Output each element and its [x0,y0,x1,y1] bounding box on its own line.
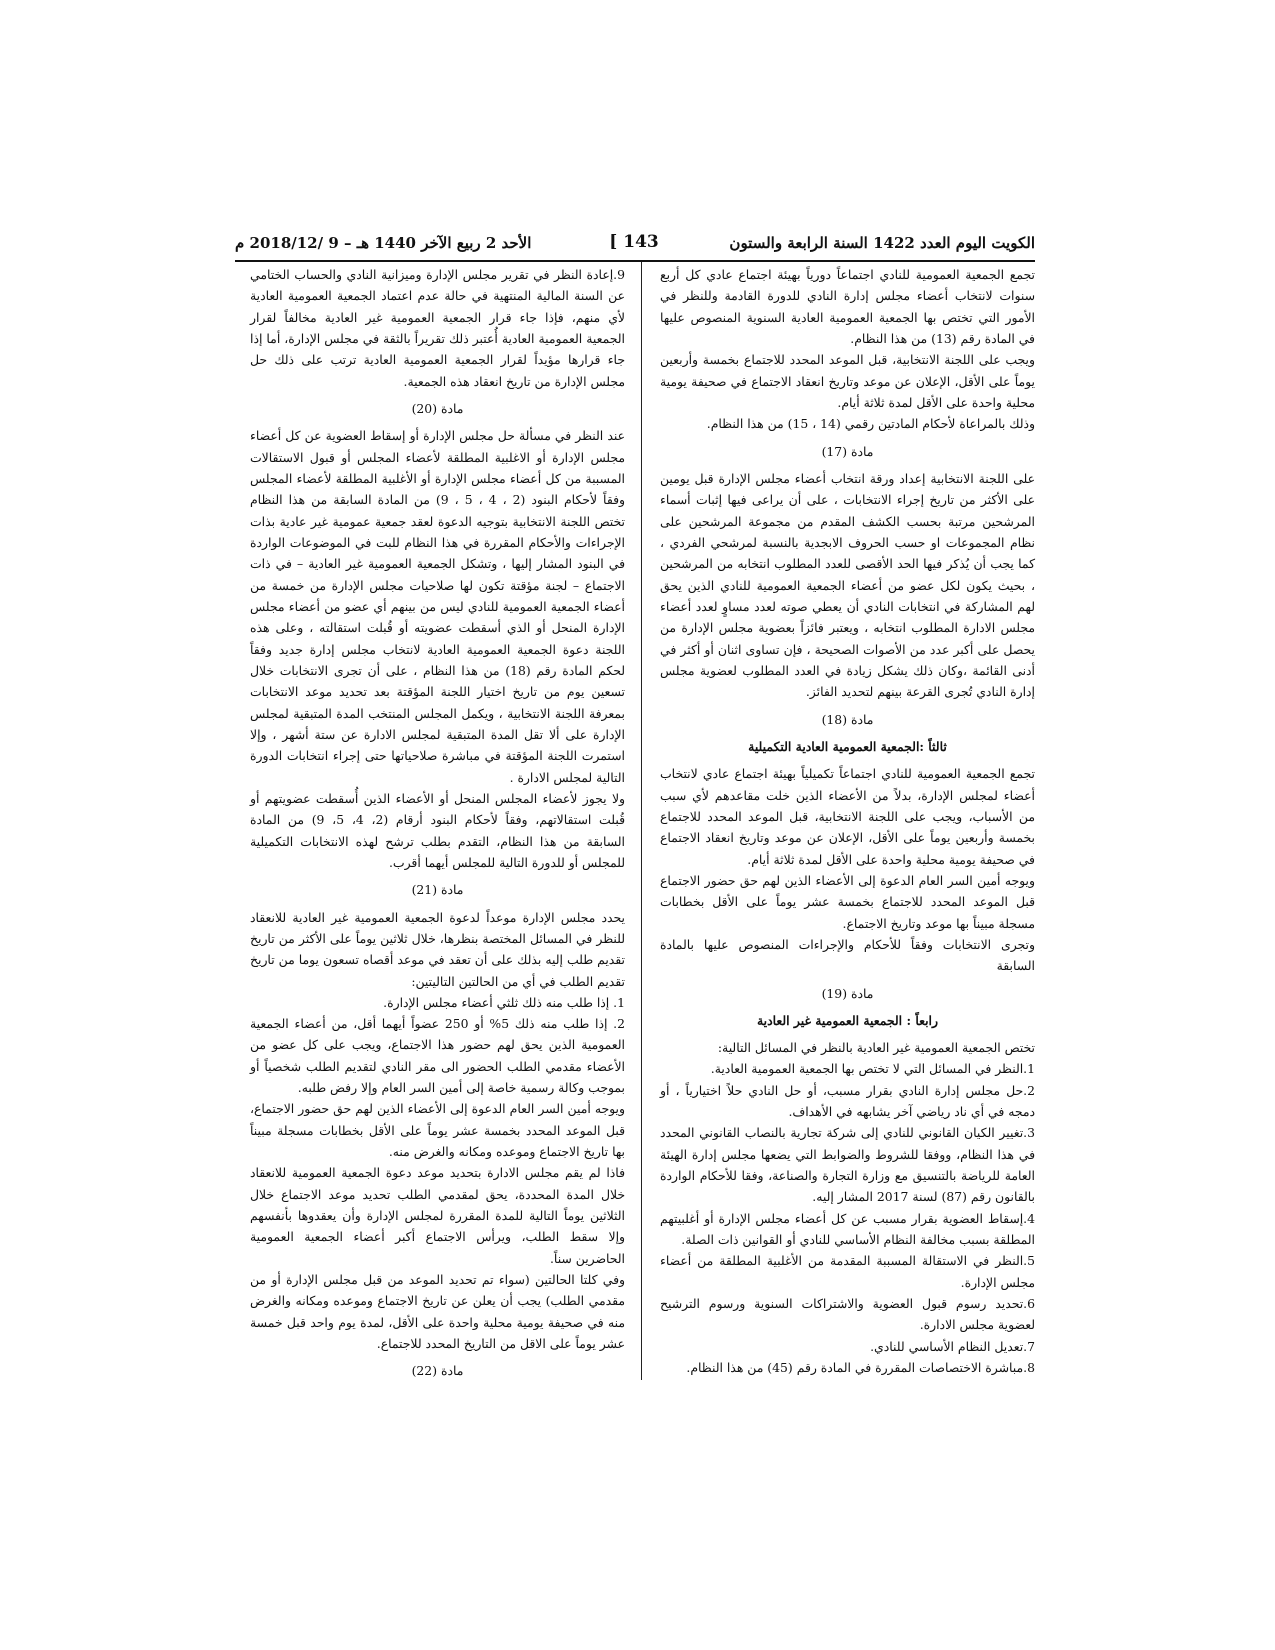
column-divider [641,262,642,1380]
header-date: الأحد 2 ربيع الآخر 1440 هـ – 9 /2018/12 م [235,234,532,252]
right-column [660,264,1035,1378]
paragraph: وفي كلتا الحالتين (سواء تم تحديد الموعد من قبل مجلس الإدارة أو من مقدمي الطلب) يجب أن يعلن عن تاريخ الاجتماع وموعده ومكانه والغرض منه في صحيفة يومية محلية واحدة على الأقل، لمدة يوم واحد قبل خمسة عشر يوماً على الاقل من التاريخ المحدد للاجتماع. [250,1272,625,1352]
list-item: 2.حل مجلس إدارة النادي بقرار مسبب، أو حل النادي حلاً اختيارياً ، أو دمجه في أي ناد رياضي آخر يشابهه في الأهداف. [660,1082,1035,1120]
list-item: 5.النظر في الاستقالة المسببة المقدمة من الأغلبية المطلقة من أعضاء مجلس الإدارة. [660,1253,1035,1290]
paragraph: فاذا لم يقم مجلس الادارة بتحديد موعد دعوة الجمعية العمومية للانعقاد خلال المدة المحددة، يحق لمقدمي الطلب تحديد موعد الاجتماع خلال الثلاثين يوماً التالية للمدة المقررة لمجلس الإدارة وأن يعقدوها بأنفسهم وإلا سقط الطلب، ويرأس الاجتماع أكبر أعضاء الجمعية العمومية الحاضرين سناً. [250,1165,625,1266]
paragraph: ويجب على اللجنة الانتخابية، قبل الموعد المحدد للاجتماع بخمسة وأربعين يوماً على الأقل، الإعلان عن موعد وتاريخ انعقاد الاجتماع في صحيفة يومية محلية واحدة على الأقل لمدة ثلاثة أيام. [660,352,1035,410]
paragraph: ويوجه أمين السر العام الدعوة إلى الأعضاء الذين لهم حق حضور الاجتماع، قبل الموعد المحدد بخمسة عشر يوماً على الأقل بخطابات مسجلة مبيناً بها تاريخ الاجتماع وموعده ومكانه والغرض منه. [250,1101,625,1160]
paragraph: وتجرى الانتخابات وفقاً للأحكام والإجراءات المنصوص عليها بالمادة السابقة [660,936,1035,974]
paragraph: تختص الجمعية العمومية غير العادية بالنظر في المسائل التالية: [717,1040,1035,1056]
paragraph: عند النظر في مسألة حل مجلس الإدارة أو إسقاط العضوية عن كل أعضاء مجلس الإدارة أو الاغلبية المطلقة لأعضاء المجلس أو قبول الاستقالات المسببة من كل أعضاء مجلس الإدارة أو الأغلبية المطلقة لأعضاء المجلس وفقاً لأحكام البنود (2 ، 4 ، 5 ، 9) من المادة السابقة من هذا النظام تختص اللجنة الانتخابية بتوجيه الدعوة لعقد جمعية عمومية غير عادية بذات الإجراءات والأحكام المقررة في هذا النظام للبت في الموضوعات الواردة في البنود المشار إليها ، وتشكل الجمعية العمومية غير العادية – في ذات الاجتماع – لجنة مؤقتة تكون لها صلاحيات مجلس الإدارة من خمسة من أعضاء الجمعية العمومية للنادي ليس من بينهم أي عضو من أعضاء مجلس الإدارة المنحل أو الذي أسقطت عضويته أو قُبلت استقالته ، وعلى هذه اللجنة دعوة الجمعية العمومية العادية لانتخاب مجلس إدارة جديد وفقاً لحكم المادة رقم (18) من هذا النظام ، على أن تجرى الانتخابات خلال تسعين يوم من تاريخ اختيار اللجنة المؤقتة بعد تحديد موعد الانتخابات بمعرفة اللجنة الانتخابية ، ويكمل المجلس المنتخب المدة المتبقية لمجلس الإدارة على ألا تقل المدة المتبقية لمجلس الادارة عن ستة أشهر ، وإلا استمرت اللجنة المؤقتة في مباشرة صلاحياتها حتى إجراء انتخابات الدورة التالية لمجلس الادارة . [250,428,625,785]
article-heading: مادة (20) [411,400,464,416]
section-heading: رابعاً : الجمعية العمومية غير العادية [757,1012,938,1028]
list-item: 1.النظر في المسائل التي لا تختص بها الجمعية العمومية العادية. [710,1061,1035,1077]
paragraph: ولا يجوز لأعضاء المجلس المنحل أو الأعضاء الذين أُسقطت عضويتهم أو قُبلت استقالاتهم، وفقاً لأحكام البنود أرقام (2، 4، 5، 9) من المادة السابقة من هذا النظام، التقدم بطلب ترشح لهذه الانتخابات التكميلية للمجلس أو للدورة التالية للمجلس أيهما أقرب. [250,790,625,870]
article-heading: مادة (21) [411,882,464,898]
paragraph: تجمع الجمعية العمومية للنادي اجتماعاً تكميلياً بهيئة اجتماع عادي لانتخاب أعضاء لمجلس الإدارة، بدلاً من الأعضاء الذين خلت مقاعدهم لأي سبب من الأسباب، ويجب على اللجنة الانتخابية، قبل الموعد المحدد للاجتماع بخمسة وأربعين يوماً على الأقل، الإعلان عن موعد وتاريخ انعقاد الاجتماع في صحيفة يومية محلية واحدة على الأقل لمدة ثلاثة أيام. [660,766,1035,867]
paragraph: ويوجه أمين السر العام الدعوة إلى الأعضاء الذين لهم حق حضور الاجتماع قبل الموعد المحدد للاجتماع بخمسة عشر يوماً على الأقل بخطابات مسجلة مبيناً بها موعد وتاريخ الاجتماع. [660,872,1035,931]
list-item: 6.تحديد رسوم قبول العضوية والاشتراكات السنوية ورسوم الترشيح لعضوية مجلس الادارة. [660,1296,1035,1333]
paragraph: على اللجنة الانتخابية إعداد ورقة انتخاب أعضاء مجلس الإدارة قبل يومين على الأكثر من تاريخ إجراء الانتخابات ، على أن يراعى فيها إثبات أسماء المرشحين مرتبة بحسب الكشف المقدم من مجموعة المرشحين على نظام المجموعات او حسب الحروف الابجدية بالنسبة لمرشحي الفردي ، كما يجب أن يُذكر فيها الحد الأقصى للعدد المطلوب انتخابه من المرشحين ، بحيث يكون لكل عضو من أعضاء الجمعية العمومية للنادي الذين يحق لهم المشاركة في انتخابات النادي أن يعطي صوته لعدد مساوٍ لعدد أعضاء مجلس الادارة المطلوب انتخابه ، ويعتبر فائزاً بعضوية مجلس الإدارة من يحصل على أكبر عدد من الأصوات الصحيحة ، فإن تساوى اثنان أو أكثر في أدنى القائمة ،وكان ذلك يشكل زيادة في العدد المطلوب لعضوية مجلس إدارة النادي تُجرى القرعة بينهم لتحديد الفائز. [660,470,1035,700]
list-item: 7.تعديل النظام الأساسي للنادي. [870,1338,1035,1354]
list-item: 3.تغيير الكيان القانوني للنادي إلى شركة تجارية بالنصاب القانوني المحدد في هذا النظام، ووفقا للشروط والضوابط التي يضعها مجلس إدارة الهيئة العامة للرياضة بالتنسيق مع وزارة التجارة والصناعة، وفقا للأحكام الواردة بالقانون رقم (87) لسنة 2017 المشار إليه. [660,1125,1035,1205]
article-heading: مادة (22) [411,1363,464,1379]
article-heading: مادة (17) [821,443,874,459]
list-item: 9.إعادة النظر في تقرير مجلس الإدارة وميزانية النادي والحساب الختامي عن السنة المالية المنتهية في حالة عدم اعتماد الجمعية العمومية العادية لأي منهم، فإذا جاء قرار الجمعية العمومية غير العادية مخالفاً لقرار الجمعية العمومية العادية أُعتبر ذلك تقريراً بالثقة في مجلس الإدارة، أما إذا جاء قرارها مؤيداً لقرار الجمعية العمومية العادية ترتب على ذلك حل مجلس الإدارة من تاريخ انعقاد هذه الجمعية. [250,267,625,389]
page-header [235,228,1035,260]
list-item: 8.مباشرة الاختصاصات المقررة في المادة رقم (45) من هذا النظام. [686,1360,1035,1376]
left-column [250,264,625,1388]
header-publication: الكويت اليوم العدد 1422 السنة الرابعة والستون [729,234,1035,252]
header-rule [235,260,1035,262]
list-item: 2. إذا طلب منه ذلك 5% أو 250 عضواً أيهما أقل، من أعضاء الجمعية العمومية الذين يحق لهم حضور هذا الاجتماع، ويجب على كل عضو من الأعضاء مقدمي الطلب الحضور الى مقر النادي لتقديم الطلب شخصياً أو بموجب وكالة رسمية خاصة إلى أمين السر العام وإلا رفض طلبه. [250,1016,625,1096]
paragraph: وذلك بالمراعاة لأحكام المادتين رقمي (14 ، 15) من هذا النظام. [706,416,1035,432]
list-item: 4.إسقاط العضوية بقرار مسبب عن كل أعضاء مجلس الإدارة أو أغلبيتهم المطلقة بسبب مخالفة النظام الأساسي للنادي أو القوانين ذات الصلة. [660,1210,1035,1248]
article-heading: مادة (18) [821,711,874,727]
paragraph: يحدد مجلس الإدارة موعداً لدعوة الجمعية العمومية غير العادية للانعقاد للنظر في المسائل المختصة بنظرها، خلال ثلاثين يوماً على الأكثر من تاريخ تقديم طلب إليه بذلك على أن تعقد في موعد أقصاه تسعون يوما من تاريخ تقديم الطلب في أي من الحالتين التاليتين: [250,909,625,989]
section-heading: ثالثاً :الجمعية العمومية العادية التكميلية [748,738,947,754]
list-item: 1. إذا طلب منه ذلك ثلثي أعضاء مجلس الإدارة. [383,994,625,1010]
page-number: 143 ] [609,232,659,252]
article-heading: مادة (19) [821,985,874,1001]
paragraph: تجمع الجمعية العمومية للنادي اجتماعاً دورياً بهيئة اجتماع عادي كل أربع سنوات لانتخاب أعضاء مجلس إدارة النادي للدورة القادمة وللنظر في الأمور التي تختص بها الجمعية العمومية العادية السنوية المنصوص عليها في المادة رقم (13) من هذا النظام. [660,267,1035,346]
